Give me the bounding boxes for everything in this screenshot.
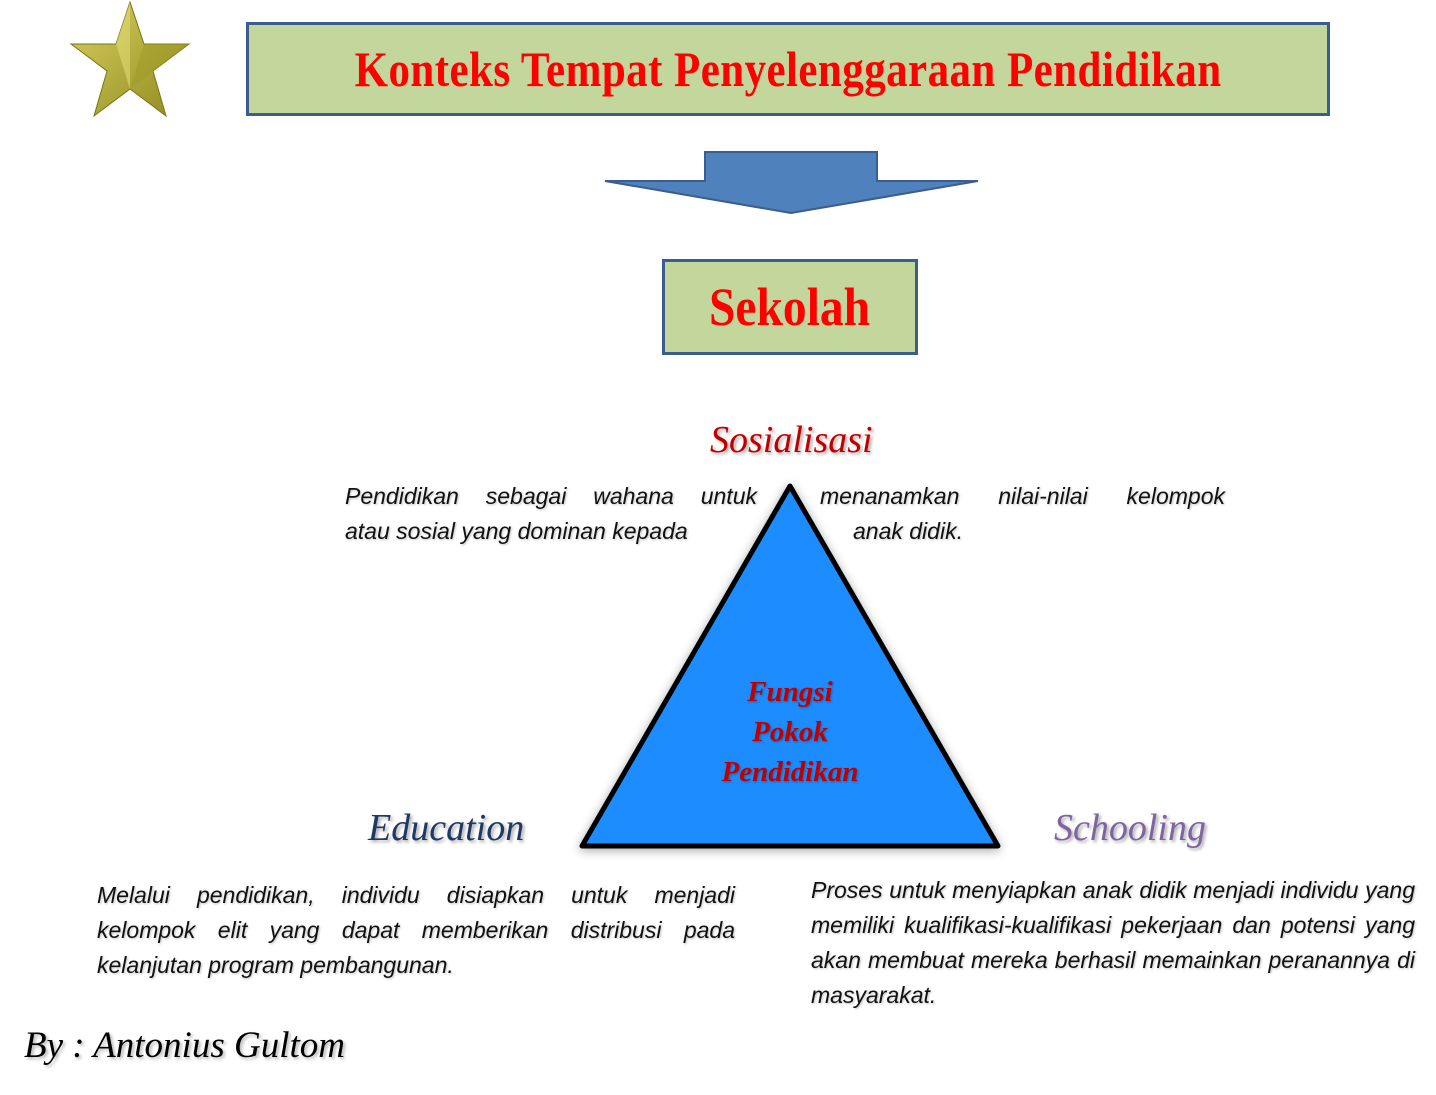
schooling-description: Proses untuk menyiapkan anak didik menjadi individu yang memiliki kualifikasi-kualifikasi pekerjaan dan potensi yang akan membuat mereka berhasil memainkan peranannya di masyarakat.: [811, 877, 1415, 1008]
sekolah-label: Sekolah: [709, 277, 871, 337]
center-line: Pendidikan: [721, 756, 859, 788]
education-description: Melalui pendidikan, individu disiapkan untuk menjadi kelompok elit yang dapat memberikan distribusi pada kelanjutan program pembangunan.: [97, 882, 735, 978]
page-title: Konteks Tempat Penyelenggaraan Pendidikan: [354, 41, 1222, 97]
sosialisasi-desc-right-line1: menanamkan nilai-nilai kelompok: [820, 483, 1225, 509]
vertex-label-education: Education: [368, 807, 525, 849]
center-line: Pokok: [752, 716, 828, 748]
sosialisasi-desc-left-line2: atau sosial yang dominan kepada: [345, 518, 688, 544]
center-line: Fungsi: [747, 676, 833, 708]
sekolah-box: [662, 259, 918, 355]
vertex-label-sosialisasi: Sosialisasi: [710, 419, 873, 461]
vertex-label-schooling: Schooling: [1054, 807, 1206, 849]
sosialisasi-desc-left-line1: Pendidikan sebagai wahana untuk: [345, 483, 757, 509]
sosialisasi-desc-right-line2: anak didik.: [853, 518, 963, 544]
star-icon: [68, 0, 192, 120]
author-credit: By : Antonius Gultom: [24, 1025, 345, 1066]
arrow-down-icon: [602, 150, 982, 216]
title-box: [246, 22, 1330, 116]
triangle-center-text: [690, 672, 890, 792]
